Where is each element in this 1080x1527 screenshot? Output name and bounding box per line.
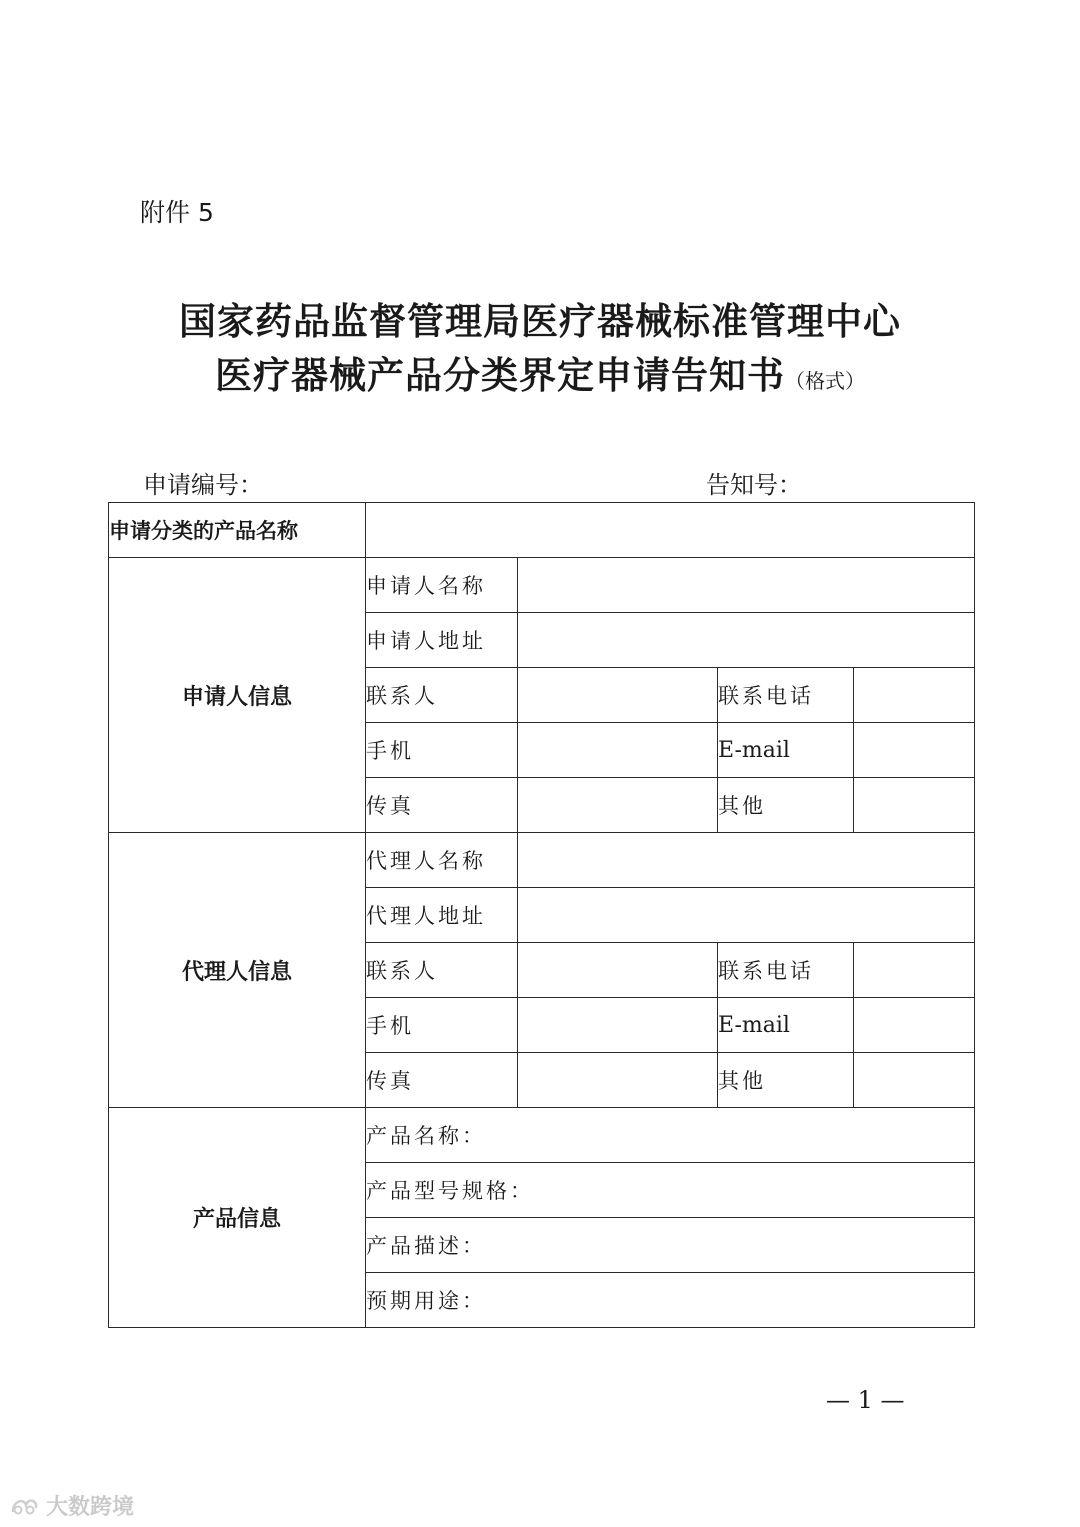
agent-address-field[interactable] xyxy=(518,888,975,943)
product-name-field[interactable] xyxy=(366,503,975,558)
agent-contact-label: 联系人 xyxy=(366,943,518,998)
applicant-fax-field[interactable] xyxy=(518,778,718,833)
product-model-field[interactable]: 产品型号规格： xyxy=(366,1163,975,1218)
agent-name-label: 代理人名称 xyxy=(366,833,518,888)
format-note: （格式） xyxy=(785,369,865,393)
product-info-name-field[interactable]: 产品名称： xyxy=(366,1108,975,1163)
application-form-table xyxy=(108,502,975,1328)
title-line-2 xyxy=(0,345,1080,399)
applicant-email-field[interactable] xyxy=(854,723,975,778)
applicant-phone-field[interactable] xyxy=(854,668,975,723)
application-number-label: 申请编号： xyxy=(143,471,263,499)
attachment-label: 附件 5 xyxy=(140,198,214,227)
applicant-mobile-field[interactable] xyxy=(518,723,718,778)
agent-name-row xyxy=(109,833,975,888)
applicant-name-label: 申请人名称 xyxy=(366,558,518,613)
applicant-other-field[interactable] xyxy=(854,778,975,833)
agent-mobile-label: 手机 xyxy=(366,998,518,1053)
product-group-label: 产品信息 xyxy=(109,1108,366,1328)
product-description-field[interactable]: 产品描述： xyxy=(366,1218,975,1273)
product-intended-use-field[interactable]: 预期用途： xyxy=(366,1273,975,1328)
agent-contact-field[interactable] xyxy=(518,943,718,998)
agent-other-field[interactable] xyxy=(854,1053,975,1108)
agent-address-label: 代理人地址 xyxy=(366,888,518,943)
applicant-address-field[interactable] xyxy=(518,613,975,668)
applicant-email-label: E-mail xyxy=(718,723,854,778)
watermark-text: 大数跨境 xyxy=(46,1495,135,1520)
watermark-logo-icon xyxy=(10,1495,40,1517)
applicant-mobile-label: 手机 xyxy=(366,723,518,778)
applicant-group-label: 申请人信息 xyxy=(109,558,366,833)
title-line-1: 国家药品监督管理局医疗器械标准管理中心 xyxy=(179,300,901,343)
agent-fax-label: 传真 xyxy=(366,1053,518,1108)
notice-number-label: 告知号： xyxy=(706,471,802,499)
title-line-2-text: 医疗器械产品分类界定申请告知书 xyxy=(215,354,785,397)
page-number: — 1 — xyxy=(826,1386,905,1414)
agent-phone-label: 联系电话 xyxy=(718,943,854,998)
agent-fax-field[interactable] xyxy=(518,1053,718,1108)
applicant-other-label: 其他 xyxy=(718,778,854,833)
applicant-name-row xyxy=(109,558,975,613)
applicant-address-label: 申请人地址 xyxy=(366,613,518,668)
agent-group-label: 代理人信息 xyxy=(109,833,366,1108)
agent-name-field[interactable] xyxy=(518,833,975,888)
agent-email-label: E-mail xyxy=(718,998,854,1053)
applicant-phone-label: 联系电话 xyxy=(718,668,854,723)
agent-email-field[interactable] xyxy=(854,998,975,1053)
applicant-name-field[interactable] xyxy=(518,558,975,613)
product-info-name-row xyxy=(109,1108,975,1163)
product-name-label: 申请分类的产品名称 xyxy=(109,503,366,558)
watermark xyxy=(10,1490,134,1521)
agent-other-label: 其他 xyxy=(718,1053,854,1108)
applicant-contact-field[interactable] xyxy=(518,668,718,723)
agent-mobile-field[interactable] xyxy=(518,998,718,1053)
agent-phone-field[interactable] xyxy=(854,943,975,998)
applicant-fax-label: 传真 xyxy=(366,778,518,833)
product-name-row xyxy=(109,503,975,558)
applicant-contact-label: 联系人 xyxy=(366,668,518,723)
